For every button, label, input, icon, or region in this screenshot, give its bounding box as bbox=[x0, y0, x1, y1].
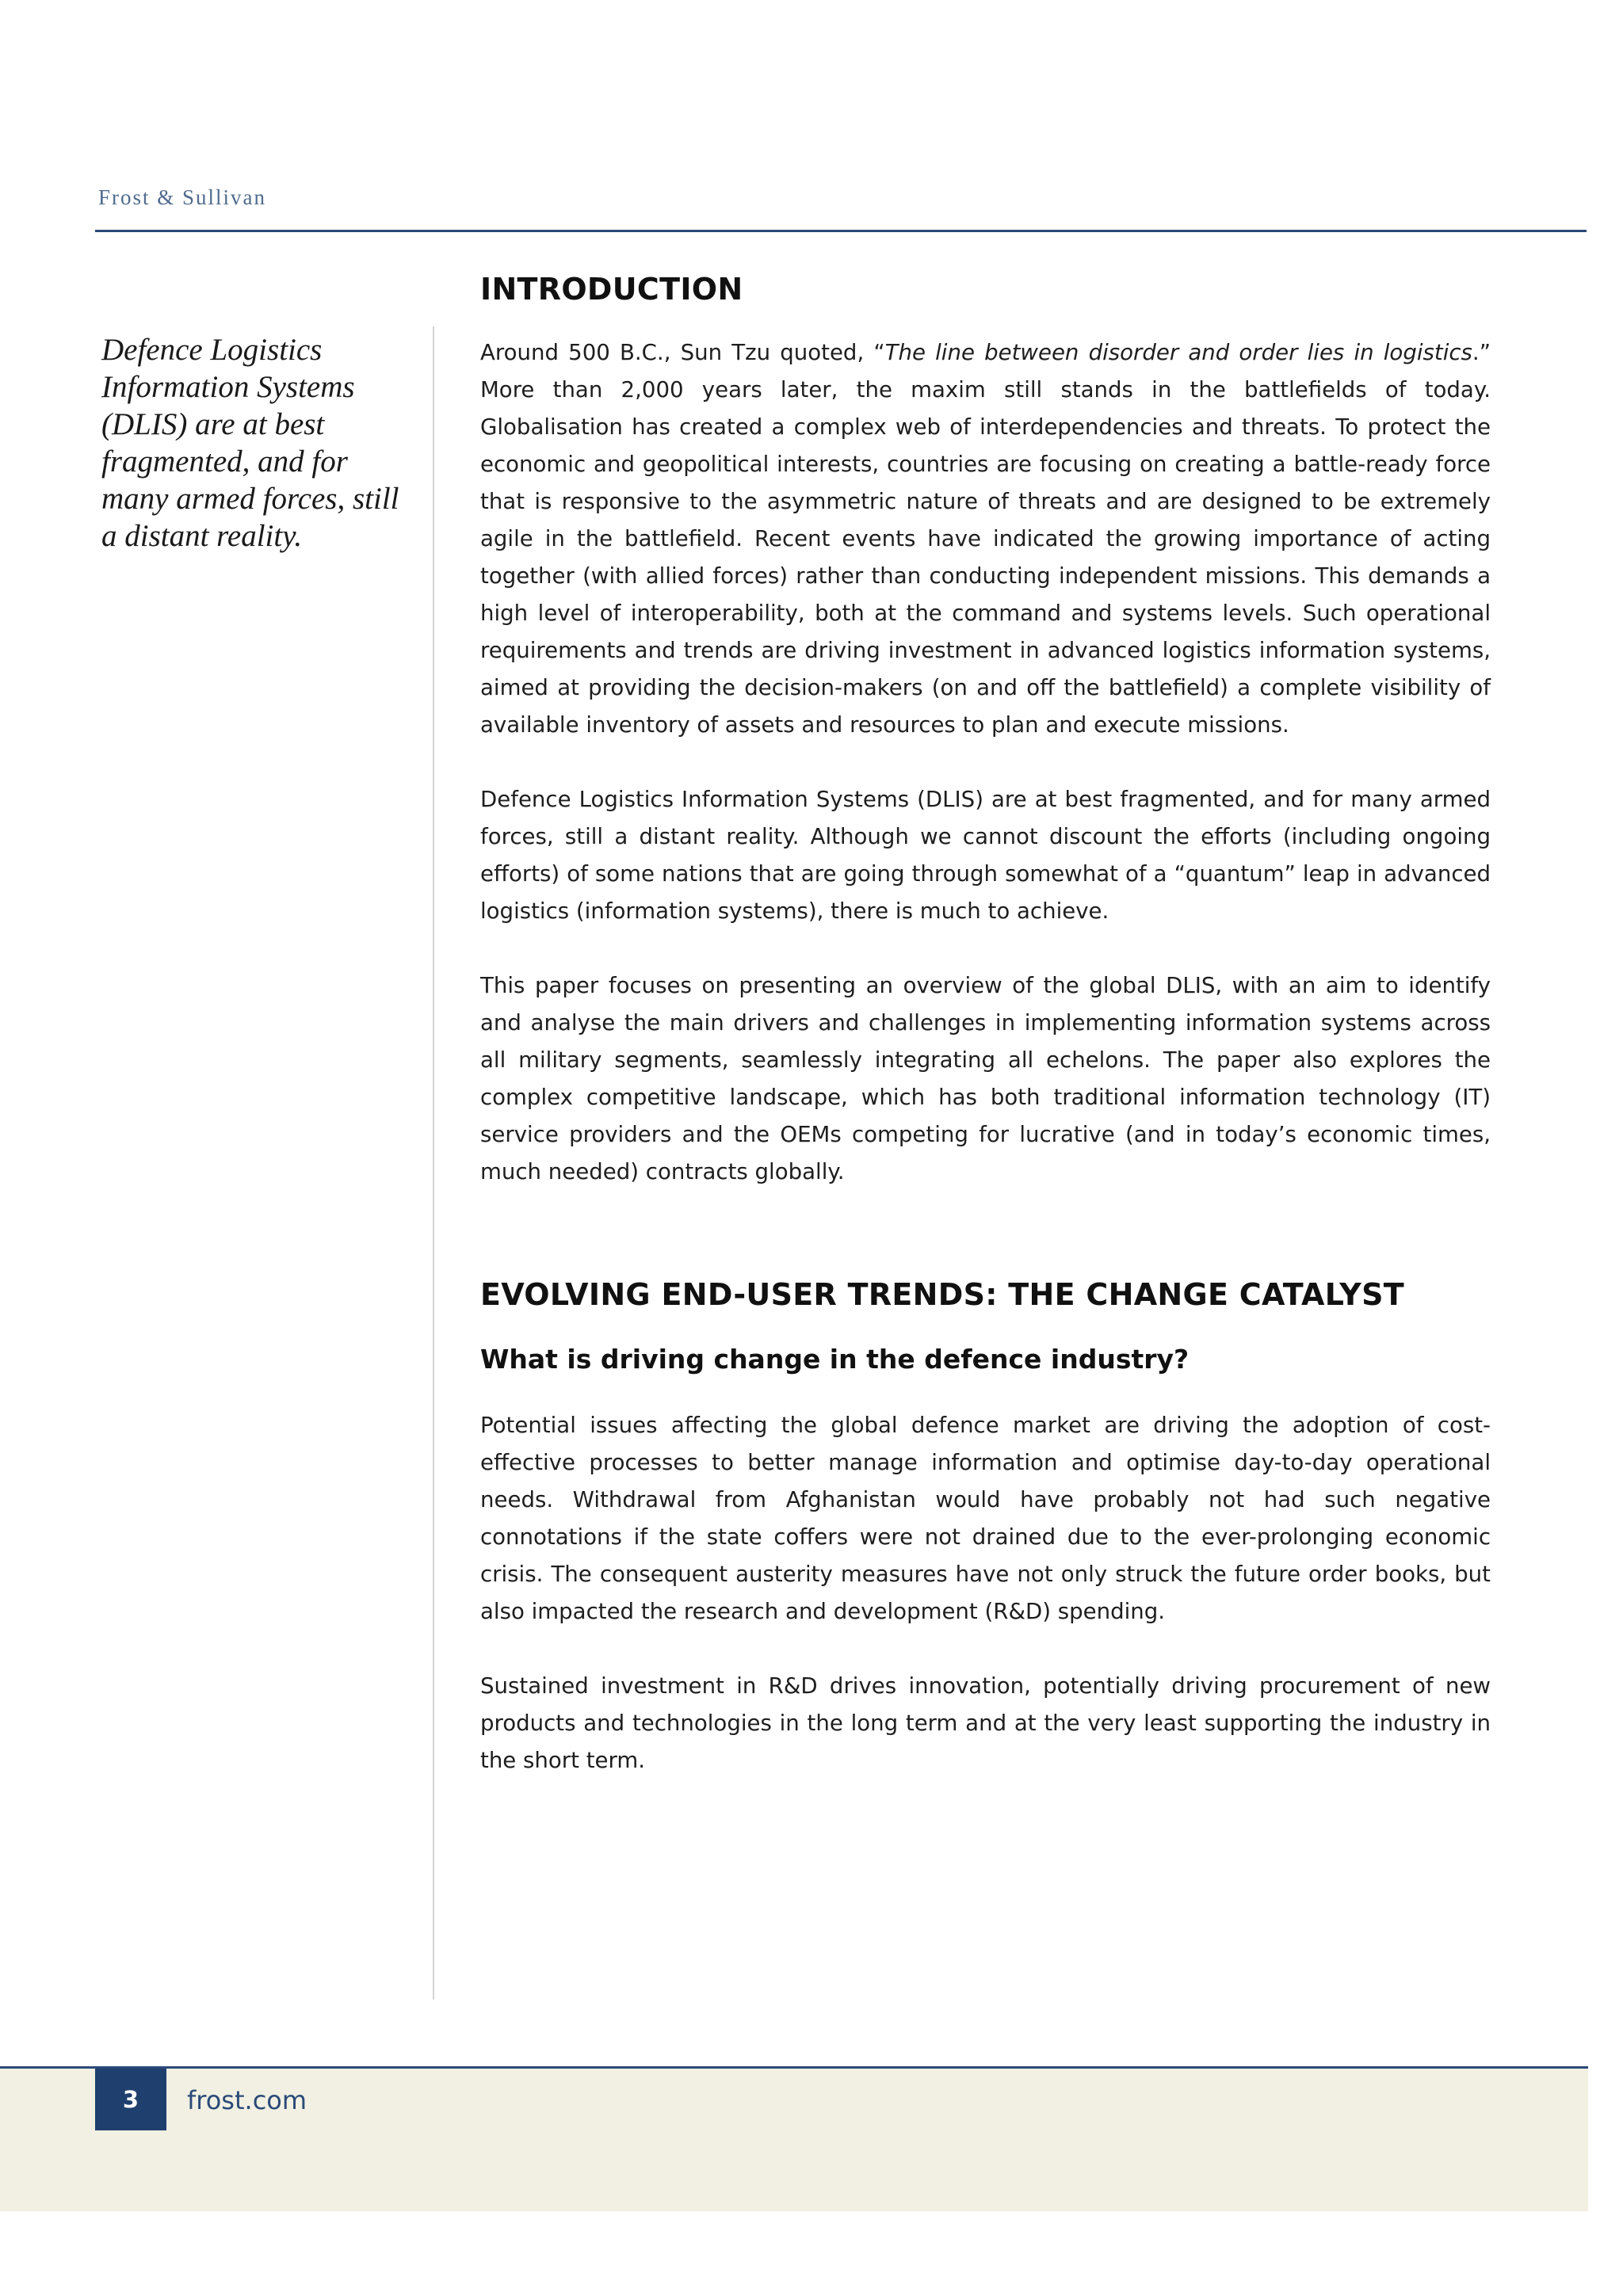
intro-p1-prefix: Around 500 B.C., Sun Tzu quoted, “ bbox=[480, 339, 885, 365]
page-number: 3 bbox=[95, 2069, 166, 2130]
sidebar-pull-quote: Defence Logistics Information Systems (DLIS) are at best fragmented, and for many armed forces, still a distant reality. bbox=[101, 333, 399, 553]
introduction-section bbox=[480, 272, 1491, 1190]
header-divider bbox=[95, 230, 1587, 232]
sun-tzu-quote: The line between disorder and order lies in logistics bbox=[884, 339, 1472, 365]
introduction-paragraph-2: Defence Logistics Information Systems (DLIS) are at best fragmented, and for many armed forces, still a distant reality. Although we cannot discount the efforts (including ongoing efforts) of some nations that are going through somewhat of a “quantum” leap in advanced logistics (information systems), there is much to achieve. bbox=[480, 786, 1491, 924]
introduction-paragraph-1 bbox=[480, 334, 1491, 743]
main-content bbox=[480, 269, 1491, 1779]
footer-site-link[interactable]: frost.com bbox=[187, 2085, 307, 2115]
trends-heading: EVOLVING END-USER TRENDS: THE CHANGE CATALYST bbox=[480, 1277, 1405, 1312]
sidebar-divider bbox=[433, 326, 434, 2000]
trends-paragraph-2: Sustained investment in R&D drives innovation, potentially driving procurement of new products and technologies in the long term and at the very least supporting the industry in the short term. bbox=[480, 1672, 1491, 1773]
trends-subheading: What is driving change in the defence industry? bbox=[480, 1344, 1190, 1375]
introduction-heading: INTRODUCTION bbox=[480, 272, 743, 307]
intro-p1-suffix: .” More than 2,000 years later, the maxim still stands in the battlefields of today. Globalisation has created a complex web of interdependencies and threats. To protect the economic and geopolitical interests, countries are focusing on creating a battle-ready force that is responsive to the asymmetric nature of threats and are designed to be extremely agile in the battlefield. Recent events have indicated the growing importance of acting together (with allied forces) rather than conducting independent missions. This demands a high level of interoperability, both at the command and systems levels. Such operational requirements and trends are driving investment in advanced logistics information systems, aimed at providing the decision-makers (on and off the battlefield) a complete visibility of available inventory of assets and resources to plan and execute missions. bbox=[480, 339, 1491, 738]
trends-paragraph-1: Potential issues affecting the global defence market are driving the adoption of cost-effective processes to better manage information and optimise day-to-day operational needs. Withdrawal from Afghanistan would have probably not had such negative connotations if the state coffers were not drained due to the ever-prolonging economic crisis. The consequent austerity measures have not only struck the future order books, but also impacted the research and development (R&D) spending. bbox=[480, 1412, 1491, 1624]
introduction-paragraph-3: This paper focuses on presenting an overview of the global DLIS, with an aim to identify and analyse the main drivers and challenges in implementing information systems across all military segments, seamlessly integrating all echelons. The paper also explores the complex competitive landscape, which has both traditional information technology (IT) service providers and the OEMs competing for lucrative (and in today’s economic times, much needed) contracts globally. bbox=[480, 972, 1491, 1184]
trends-section bbox=[480, 1277, 1491, 1779]
header-brand: Frost & Sullivan bbox=[98, 185, 267, 209]
